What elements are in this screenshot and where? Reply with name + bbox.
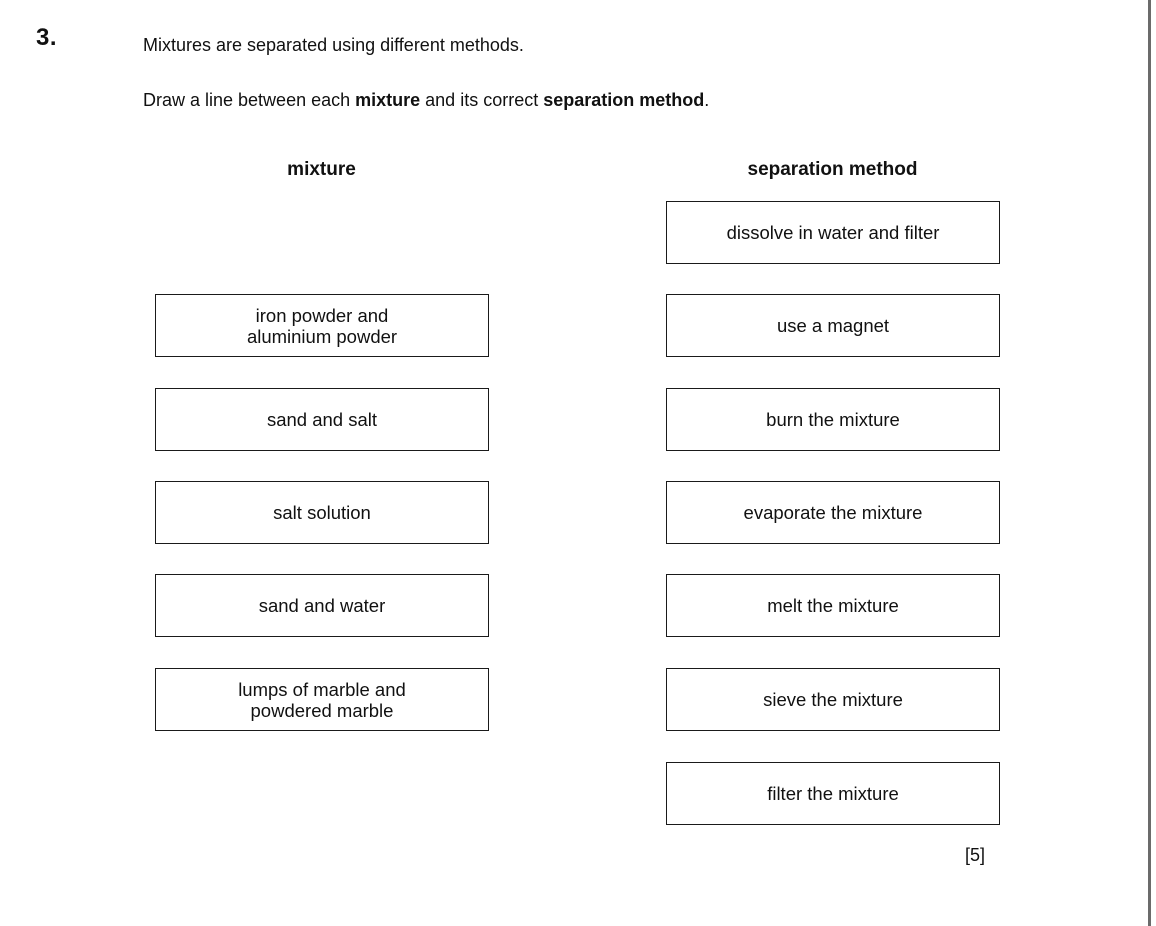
question-instruction (143, 90, 709, 111)
mixture-label: sand and water (258, 595, 386, 616)
method-label: use a magnet (776, 315, 890, 336)
mixture-box-text (247, 305, 397, 347)
method-column-heading: separation method (747, 159, 918, 180)
method-label: burn the mixture (766, 409, 900, 430)
method-label: melt the mixture (767, 595, 899, 616)
mixture-box-text (238, 679, 406, 721)
instruction-text-3: . (704, 90, 710, 110)
instruction-text-2: and its correct (420, 90, 544, 110)
mixture-box-sand-salt[interactable] (155, 388, 489, 451)
question-number: 3. (36, 24, 58, 51)
mixture-line-2: powdered marble (250, 699, 394, 721)
method-label: evaporate the mixture (743, 502, 923, 523)
mixture-box-salt-solution[interactable] (155, 481, 489, 544)
instruction-text-1: Draw a line between each (143, 90, 356, 110)
method-box-sieve[interactable] (666, 668, 1000, 731)
mixture-line-1: iron powder and (255, 304, 389, 326)
mixture-box-marble[interactable] (155, 668, 489, 731)
instruction-bold-separation-method: separation method (543, 90, 705, 110)
mixture-label: salt solution (273, 502, 371, 523)
mixture-label: sand and salt (266, 409, 378, 430)
mixture-box-iron-aluminium[interactable] (155, 294, 489, 357)
instruction-bold-mixture: mixture (355, 90, 421, 110)
method-box-filter[interactable] (666, 762, 1000, 825)
page-edge-rule (1148, 0, 1151, 926)
mixture-line-1: lumps of marble and (238, 678, 406, 700)
method-box-magnet[interactable] (666, 294, 1000, 357)
method-box-melt[interactable] (666, 574, 1000, 637)
method-box-evaporate[interactable] (666, 481, 1000, 544)
marks-total: [5] (965, 845, 986, 865)
mixture-column-heading: mixture (287, 159, 356, 180)
method-label: sieve the mixture (763, 689, 903, 710)
method-label: filter the mixture (767, 783, 899, 804)
mixture-line-2: aluminium powder (246, 325, 398, 347)
method-box-dissolve-filter[interactable] (666, 201, 1000, 264)
method-box-burn[interactable] (666, 388, 1000, 451)
mixture-box-sand-water[interactable] (155, 574, 489, 637)
method-label: dissolve in water and filter (726, 222, 940, 243)
question-intro: Mixtures are separated using different methods. (143, 35, 524, 55)
